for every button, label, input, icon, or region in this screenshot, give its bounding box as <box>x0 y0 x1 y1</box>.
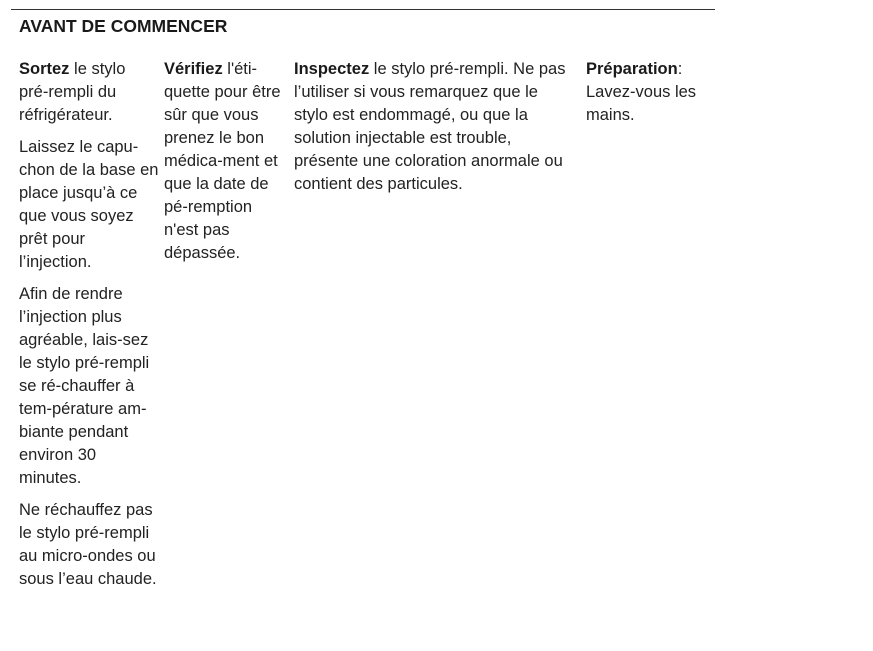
step-lead: Préparation <box>586 60 678 78</box>
step-intro <box>586 58 721 127</box>
step-intro <box>164 58 289 265</box>
step-text: l'éti-quette pour être sûr que vous prenez le bon médica-ment et que la date de pé-remption n'est pas dépassée. <box>164 60 281 262</box>
step-inspect <box>294 58 569 205</box>
step-lead: Inspectez <box>294 60 370 78</box>
step-check-label <box>164 58 289 274</box>
warm-up-instruction: Afin de rendre l’injection plus agréable, lais-sez le stylo pré-rempli se ré-chauffer à tem-pérature am-biante pendant environ 30 minutes. <box>19 285 150 487</box>
step-intro <box>294 58 569 196</box>
step-lead: Sortez <box>19 60 70 78</box>
heating-warning: Ne réchauffez pas le stylo pré-rempli au micro-ondes ou sous l’eau chaude. <box>19 501 157 588</box>
step-intro <box>19 58 159 127</box>
top-divider <box>11 9 715 10</box>
cap-instruction: Laissez le capu-chon de la base en place jusqu’à ce que vous soyez prêt pour l’injection. <box>19 138 159 271</box>
step-text: : Lavez-vous les mains. <box>586 60 697 124</box>
step-text: le stylo pré-rempli. Ne pas l’utiliser si vous remarquez que le stylo est endommagé, ou que la solution injectable est trouble, présente une coloration anormale ou contient des particules. <box>294 60 566 193</box>
step-lead: Vérifiez <box>164 60 223 78</box>
step-take-out <box>19 58 159 600</box>
step-text: le stylo pré-rempli du réfrigérateur. <box>19 60 126 124</box>
section-title: AVANT DE COMMENCER <box>19 16 228 36</box>
step-preparation <box>586 58 721 136</box>
